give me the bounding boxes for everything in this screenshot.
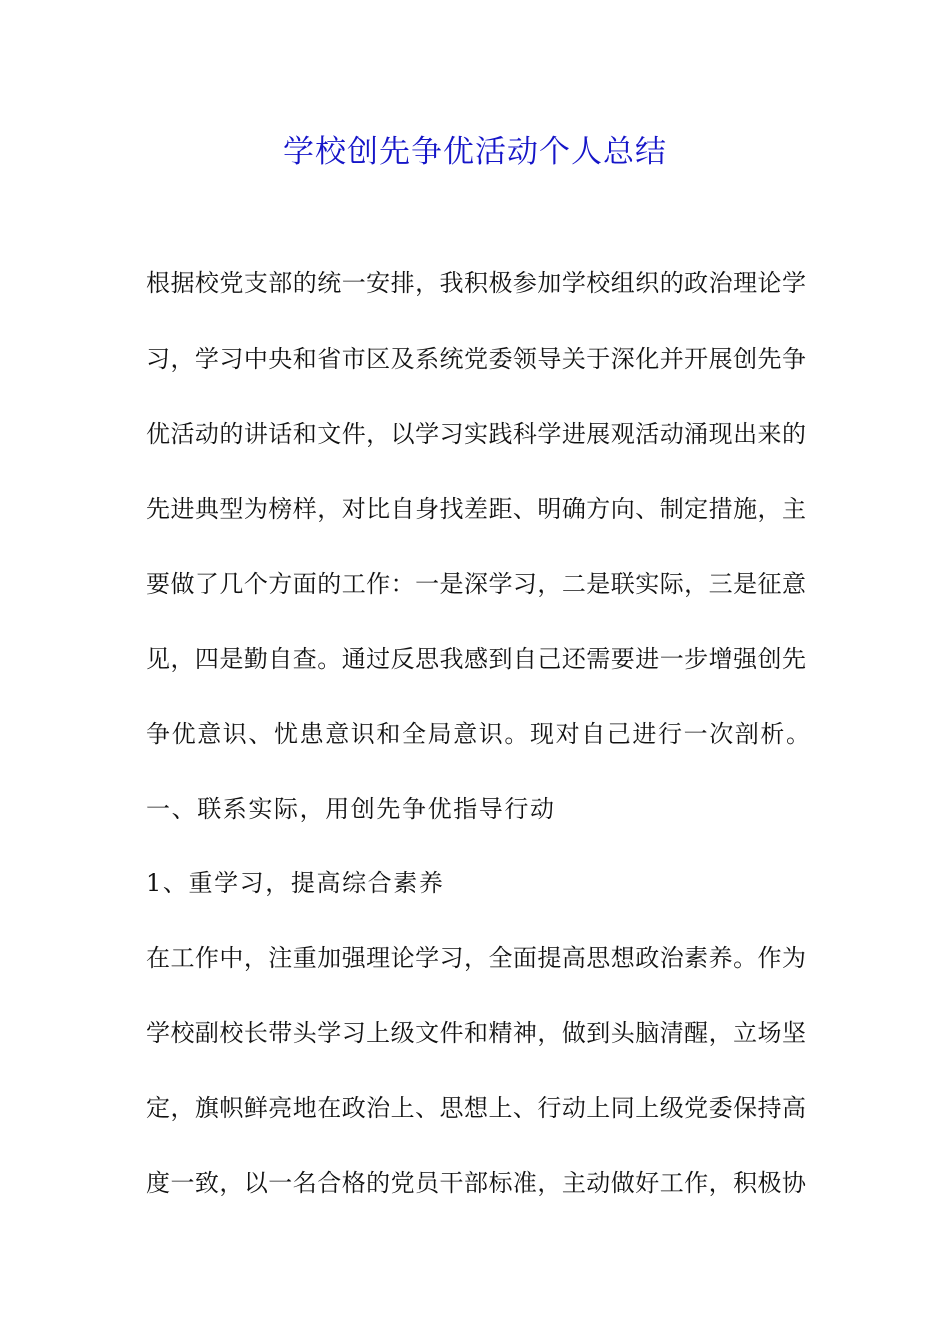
body-line: 定，旗帜鲜亮地在政治上、思想上、行动上同上级党委保持高 xyxy=(146,1094,806,1122)
body-line: 度一致，以一名合格的党员干部标准，主动做好工作，积极协 xyxy=(146,1169,806,1197)
body-line: 先进典型为榜样，对比自身找差距、明确方向、制定措施，主 xyxy=(146,495,806,523)
body-line: 在工作中，注重加强理论学习，全面提高思想政治素养。作为 xyxy=(146,944,806,972)
body-line: 优活动的讲话和文件，以学习实践科学进展观活动涌现出来的 xyxy=(146,420,806,448)
body-line: 习，学习中央和省市区及系统党委领导关于深化并开展创先争 xyxy=(146,345,806,373)
subsection-heading: 1、重学习，提高综合素养 xyxy=(146,869,445,897)
body-line-last: 争优意识、忧患意识和全局意识。现对自己进行一次剖析。 xyxy=(146,720,812,748)
document-title: 学校创先争优活动个人总结 xyxy=(283,134,667,170)
body-line: 要做了几个方面的工作：一是深学习，二是联实际，三是征意 xyxy=(146,570,806,598)
body-line: 见，四是勤自查。通过反思我感到自己还需要进一步增强创先 xyxy=(146,645,806,673)
section-heading: 一、联系实际，用创先争优指导行动 xyxy=(146,795,556,823)
body-line: 学校副校长带头学习上级文件和精神，做到头脑清醒，立场坚 xyxy=(146,1019,806,1047)
body-line: 根据校党支部的统一安排，我积极参加学校组织的政治理论学 xyxy=(146,269,806,297)
